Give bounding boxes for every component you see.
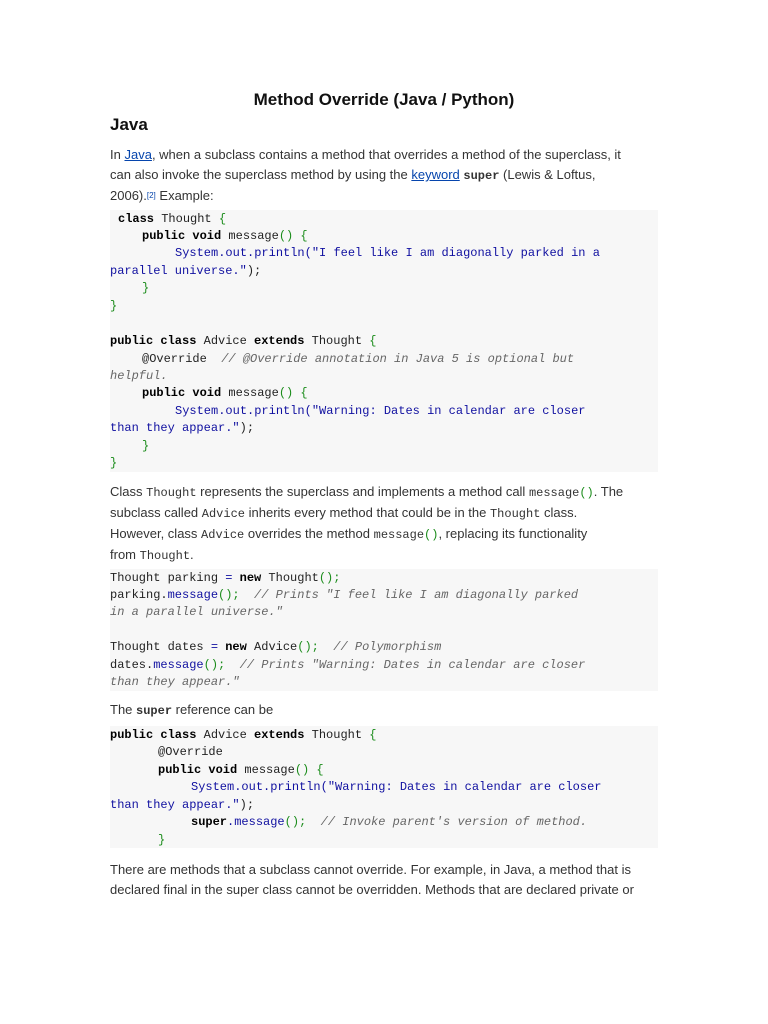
code-line: public void message() { bbox=[158, 763, 324, 777]
code-line: System.out.println("Warning: Dates in calendar are closer bbox=[191, 780, 602, 794]
text: can also invoke the superclass method by using the bbox=[110, 167, 412, 182]
code-line: public void message() { bbox=[142, 386, 308, 400]
code-line: @Override bbox=[158, 745, 223, 759]
code-line: Thought parking = new Thought(); bbox=[110, 571, 341, 585]
inline-code-super: super bbox=[463, 169, 500, 183]
intro-paragraph bbox=[110, 145, 658, 206]
code-line: } bbox=[110, 456, 118, 470]
text-line: declared final in the super class cannot be overridden. Methods that are declared private or bbox=[110, 882, 634, 897]
code-line: than they appear."); bbox=[110, 798, 255, 812]
code-line: in a parallel universe." bbox=[110, 605, 283, 619]
code-line: @Override // @Override annotation in Java 5 is optional but bbox=[142, 352, 575, 366]
code-line: helpful. bbox=[110, 369, 168, 383]
super-paragraph: The super reference can be bbox=[110, 702, 274, 718]
restrictions-paragraph bbox=[110, 860, 658, 900]
code-line: than they appear."); bbox=[110, 421, 255, 435]
citation-link[interactable]: [2] bbox=[146, 191, 156, 200]
code-line: than they appear." bbox=[110, 675, 240, 689]
code-line: class Thought { bbox=[118, 212, 227, 226]
java-link[interactable]: Java bbox=[124, 147, 152, 162]
code-line: } bbox=[110, 299, 118, 313]
code-line: public class Advice extends Thought { bbox=[110, 728, 377, 742]
text: , when a subclass contains a method that overrides a method of the superclass, it bbox=[151, 147, 621, 162]
code-line: parallel universe."); bbox=[110, 264, 262, 278]
code-line: System.out.println("I feel like I am diagonally parked in a bbox=[175, 246, 600, 260]
code-block-1 bbox=[110, 210, 658, 472]
code-line: } bbox=[142, 281, 150, 295]
code-block-3 bbox=[110, 726, 658, 848]
text: In bbox=[110, 147, 125, 162]
keyword-link[interactable]: keyword bbox=[411, 167, 460, 182]
text: 2006). bbox=[110, 188, 147, 203]
text: (Lewis & Loftus, bbox=[499, 167, 596, 182]
code-line: } bbox=[142, 439, 150, 453]
code-line: dates.message(); // Prints "Warning: Dates in calendar are closer bbox=[110, 658, 586, 672]
explanation-paragraph: Class Thought represents the superclass and implements a method call message(). The subclass called Advice inherits every method that could be in the Thought class. However, class Advice overrides the method message(), replacing its functionality from Thought. bbox=[110, 484, 624, 563]
section-heading: Java bbox=[110, 115, 148, 134]
text: Example: bbox=[155, 188, 214, 203]
code-block-2 bbox=[110, 569, 658, 691]
text-line: There are methods that a subclass cannot override. For example, in Java, a method that is bbox=[110, 862, 631, 877]
code-line: super.message(); // Invoke parent's version of method. bbox=[191, 815, 588, 829]
code-line: Thought dates = new Advice(); // Polymorphism bbox=[110, 640, 442, 654]
code-line: parking.message(); // Prints "I feel like I am diagonally parked bbox=[110, 588, 579, 602]
code-line: public class Advice extends Thought { bbox=[110, 334, 377, 348]
document-title: Method Override (Java / Python) bbox=[253, 90, 515, 109]
code-line: System.out.println("Warning: Dates in calendar are closer bbox=[175, 404, 586, 418]
code-line: public void message() { bbox=[142, 229, 308, 243]
code-line: } bbox=[158, 833, 166, 847]
